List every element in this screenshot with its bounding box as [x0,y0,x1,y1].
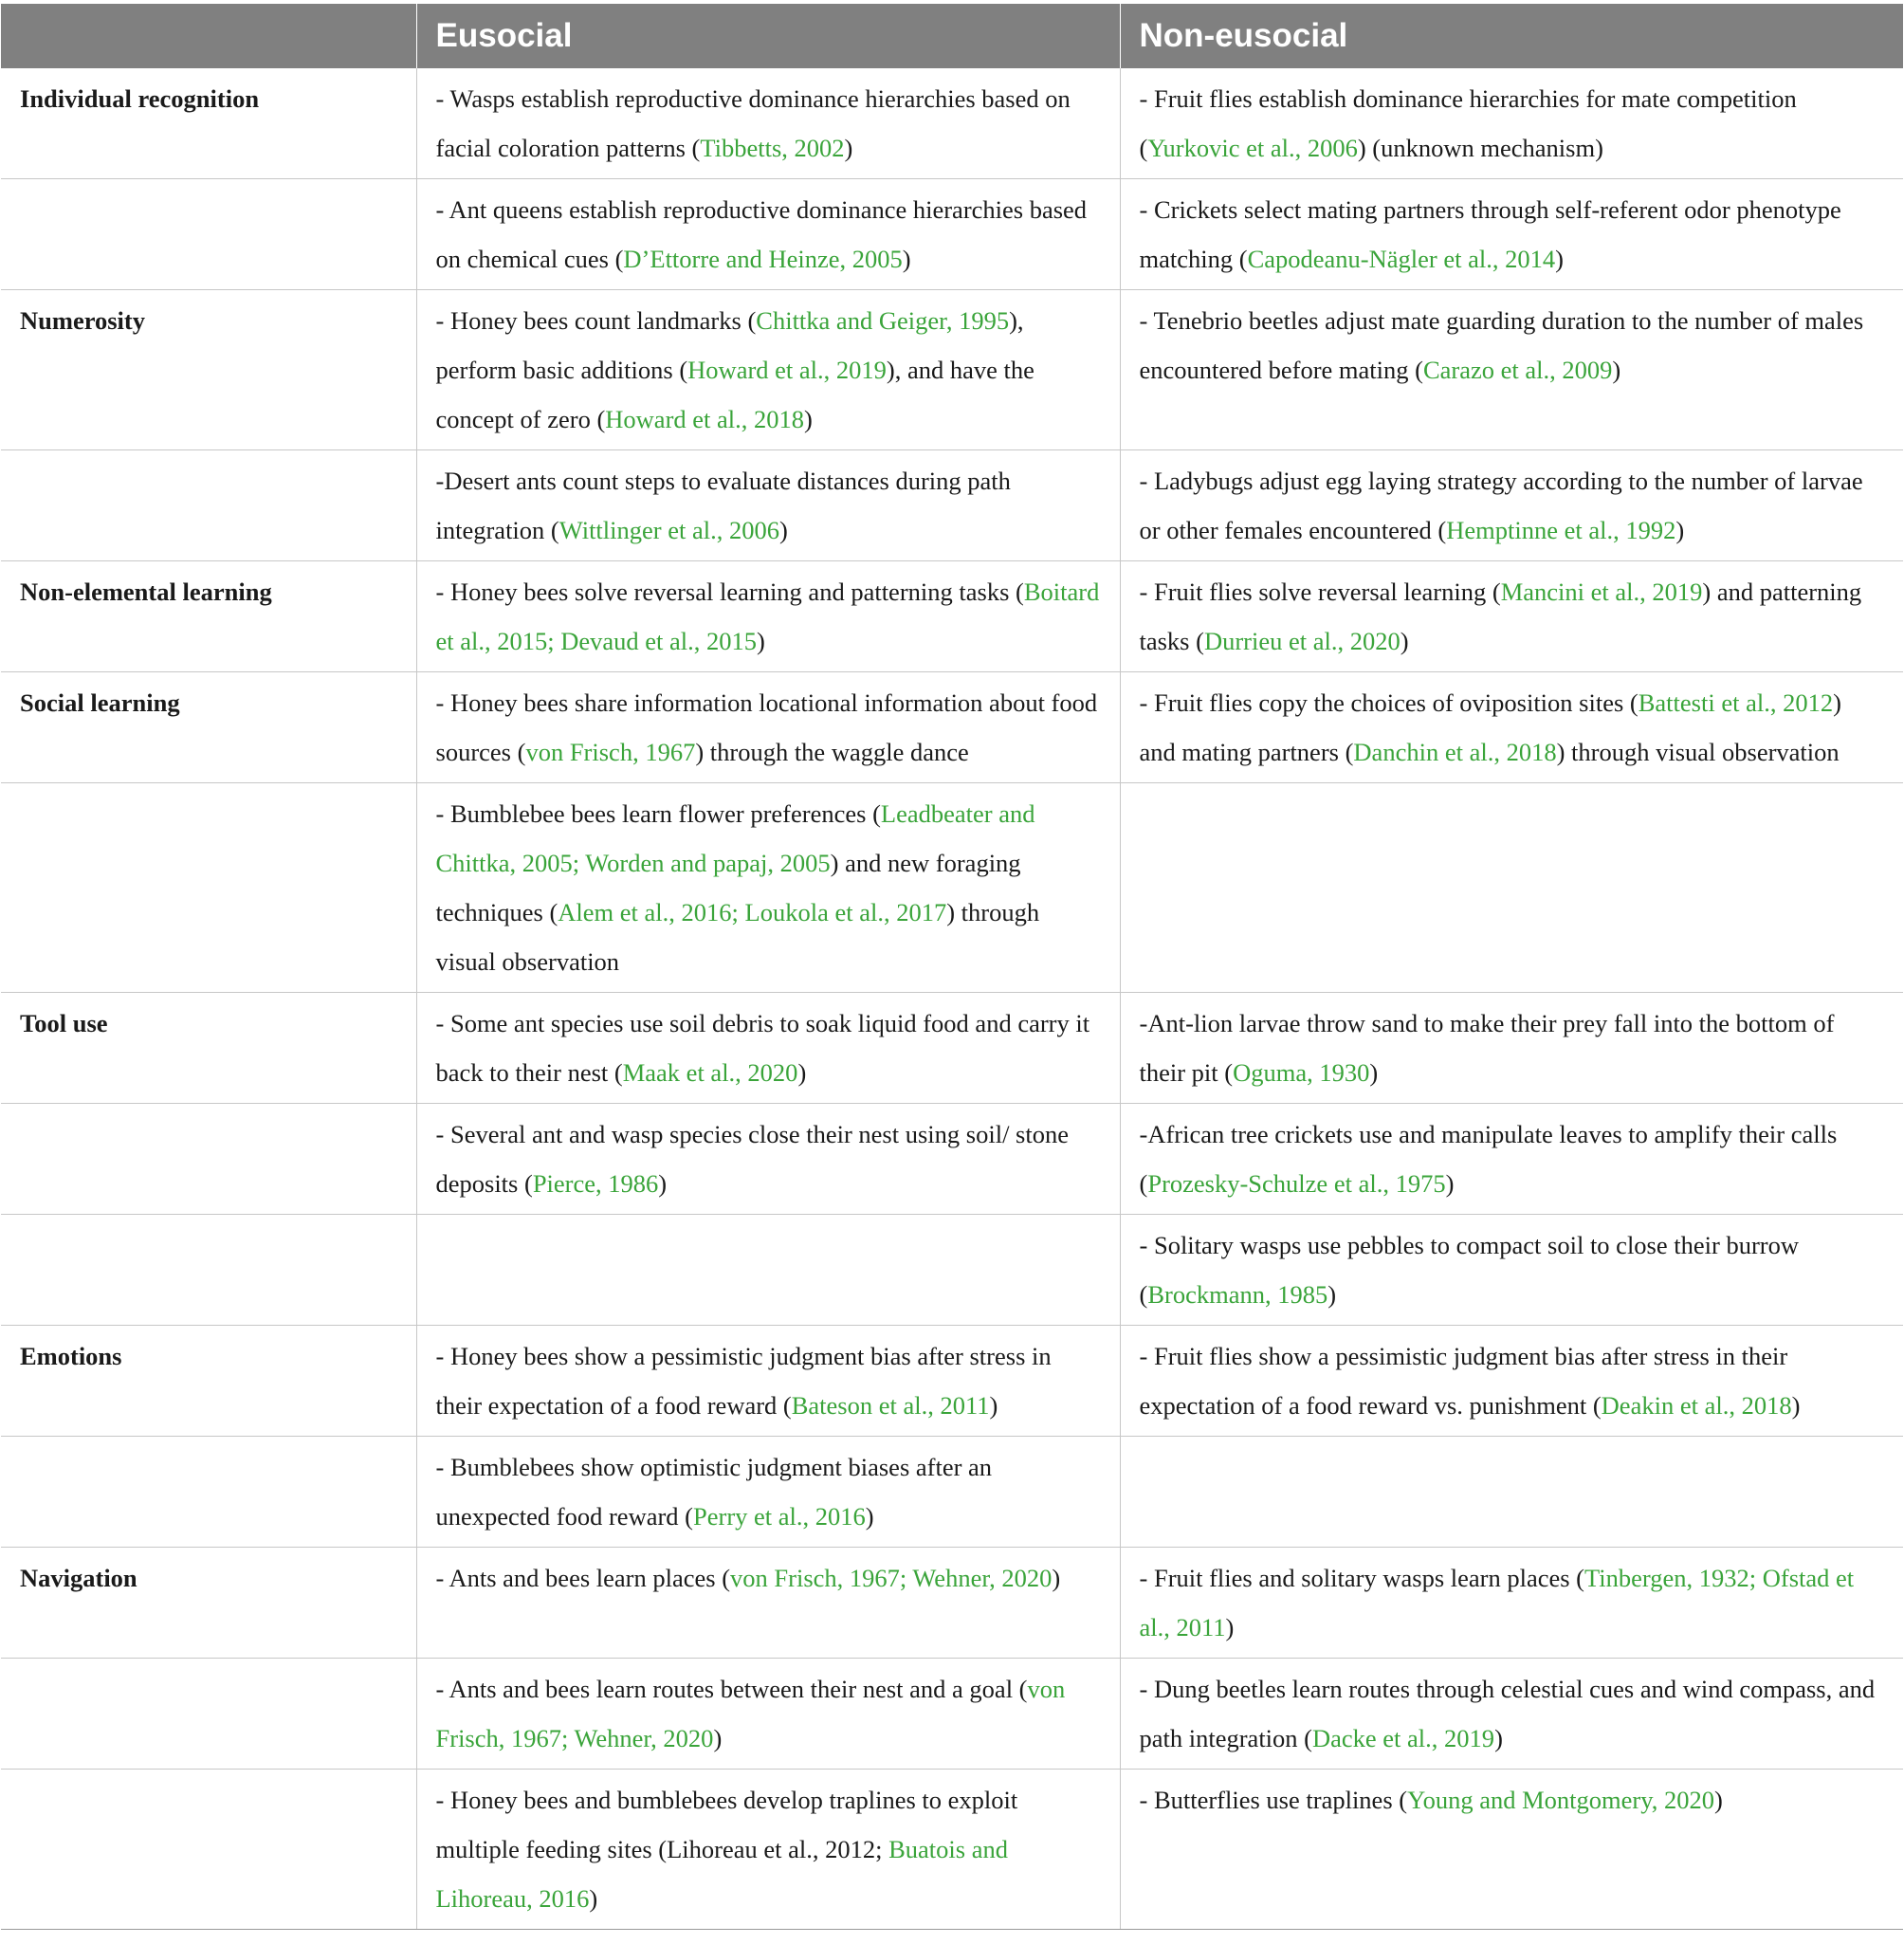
table-header [1,4,1903,68]
citation-link[interactable]: Danchin et al., 2018 [1353,738,1557,766]
citation-link[interactable]: Deakin et al., 2018 [1601,1391,1792,1420]
citation-link[interactable]: von Frisch, 1967 [525,738,696,766]
cell-text: ) [1555,245,1564,273]
cell-text: - Bumblebees show optimistic judgment biases after an unexpected food reward ( [435,1453,993,1531]
cell-text: -African tree crickets use and manipulate leaves to amplify their calls ( [1139,1120,1838,1198]
citation-link[interactable]: Dacke et al., 2019 [1312,1724,1495,1752]
cell-text: ) [778,516,788,544]
cell-text: ) and mating partners ( [1139,688,1841,766]
cell-text: - Butterflies use traplines ( [1139,1786,1408,1814]
table-row [1,1437,1903,1548]
cell-text: ) [865,1502,874,1531]
citation-link[interactable]: Leadbeater and Chittka, 2005; Worden and papaj, 2005 [435,799,1035,877]
citation-link[interactable]: Tibbetts, 2002 [700,134,845,162]
noneusocial-cell [1120,1659,1903,1770]
eusocial-cell [416,290,1120,450]
table-row [1,993,1903,1104]
eusocial-cell [416,993,1120,1104]
citation-link[interactable]: von Frisch, 1967; Wehner, 2020 [435,1675,1066,1752]
category-cell [1,1659,416,1770]
cell-text: - Honey bees and bumblebees develop traplines to exploit multiple feeding sites (Lihoreau et al., 2012; [435,1786,1018,1863]
cell-text: ) [797,1058,807,1087]
cell-text: -Ant-lion larvae throw sand to make their prey fall into the bottom of their pit ( [1139,1009,1835,1087]
noneusocial-cell [1120,1548,1903,1659]
category-cell [1,1770,416,1930]
eusocial-cell [416,1659,1120,1770]
citation-link[interactable]: Battesti et al., 2012 [1638,688,1834,717]
eusocial-cell [416,672,1120,783]
table-row [1,179,1903,290]
eusocial-cell [416,1548,1120,1659]
citation-link[interactable]: Durrieu et al., 2020 [1203,627,1401,655]
category-cell [1,1437,416,1548]
cell-text: ) through the waggle dance [695,738,969,766]
citation-link[interactable]: Tinbergen, 1932; Ofstad et al., 2011 [1139,1564,1855,1641]
category-cell: Navigation [1,1548,416,1659]
noneusocial-cell [1120,1770,1903,1930]
citation-link[interactable]: Alem et al., 2016; Loukola et al., 2017 [558,898,947,926]
header-category [1,4,416,68]
citation-link[interactable]: Howard et al., 2019 [687,356,887,384]
cell-text: - Fruit flies and solitary wasps learn places ( [1139,1564,1585,1592]
cell-text: - Dung beetles learn routes through celestial cues and wind compass, and path integration ( [1139,1675,1876,1752]
table-row [1,1770,1903,1930]
category-cell [1,783,416,993]
cell-text: ) [589,1884,598,1913]
noneusocial-cell [1120,179,1903,290]
cell-text: ) and patterning tasks ( [1139,578,1862,655]
citation-link[interactable]: Howard et al., 2018 [605,405,805,433]
citation-link[interactable]: Boitard et al., 2015; Devaud et al., 2015 [435,578,1100,655]
table-row [1,68,1903,179]
noneusocial-cell [1120,1215,1903,1326]
cell-text: - Honey bees share information locational information about food sources ( [435,688,1098,766]
table-row [1,1104,1903,1215]
citation-link[interactable]: D’Ettorre and Heinze, 2005 [623,245,903,273]
cell-text: ) [1714,1786,1723,1814]
citation-link[interactable]: Oguma, 1930 [1233,1058,1370,1087]
noneusocial-cell [1120,1104,1903,1215]
category-cell [1,1104,416,1215]
citation-link[interactable]: von Frisch, 1967; Wehner, 2020 [730,1564,1053,1592]
table-row [1,783,1903,993]
table-row [1,1548,1903,1659]
cell-text: - Fruit flies copy the choices of oviposition sites ( [1139,688,1639,717]
cell-text: - Honey bees solve reversal learning and patterning tasks ( [435,578,1024,606]
citation-link[interactable]: Carazo et al., 2009 [1422,356,1613,384]
citation-link[interactable]: Chittka and Geiger, 1995 [756,306,1010,335]
noneusocial-cell [1120,672,1903,783]
category-cell: Non-elemental learning [1,561,416,672]
citation-link[interactable]: Mancini et al., 2019 [1500,578,1703,606]
table-row [1,1215,1903,1326]
cell-text: - Ants and bees learn routes between their nest and a goal ( [435,1675,1028,1703]
table-row [1,450,1903,561]
citation-link[interactable]: Wittlinger et al., 2006 [558,516,779,544]
cell-text: - Crickets select mating partners through self-referent odor phenotype matching ( [1139,195,1841,273]
citation-link[interactable]: Pierce, 1986 [532,1169,659,1198]
header-row [1,4,1903,68]
cell-text: ) [757,627,765,655]
table-body [1,68,1903,1930]
cell-text: -Desert ants count steps to evaluate distances during path integration ( [435,467,1011,544]
cell-text: ) [1052,1564,1061,1592]
eusocial-cell [416,783,1120,993]
citation-link[interactable]: Yurkovic et al., 2006 [1147,134,1358,162]
cell-text: ) [844,134,853,162]
eusocial-cell [416,1104,1120,1215]
cell-text: - Honey bees show a pessimistic judgment bias after stress in their expectation of a food reward ( [435,1342,1052,1420]
cell-text: - Ladybugs adjust egg laying strategy according to the number of larvae or other females encountered ( [1139,467,1863,544]
cell-text: ) [1494,1724,1503,1752]
citation-link[interactable]: Bateson et al., 2011 [791,1391,990,1420]
header-noneusocial: Non-eusocial [1120,4,1903,68]
cell-text: - Solitary wasps use pebbles to compact soil to close their burrow ( [1139,1231,1799,1309]
cell-text: ) [1675,516,1685,544]
cell-text: ) [1369,1058,1379,1087]
citation-link[interactable]: Young and Montgomery, 2020 [1407,1786,1714,1814]
cell-text: - Ants and bees learn places ( [435,1564,731,1592]
cell-text: - Some ant species use soil debris to soak liquid food and carry it back to their nest ( [435,1009,1090,1087]
table-row [1,1326,1903,1437]
cell-text: ) [1400,627,1409,655]
cell-text: ) [1791,1391,1801,1420]
cell-text: ) [804,405,813,433]
cell-text: ), and have the concept of zero ( [435,356,1034,433]
cell-text: - Ant queens establish reproductive dominance hierarchies based on chemical cues ( [435,195,1088,273]
cell-text: - Several ant and wasp species close their nest using soil/ stone deposits ( [435,1120,1069,1198]
eusocial-cell [416,1326,1120,1437]
category-cell: Tool use [1,993,416,1104]
noneusocial-cell [1120,783,1903,993]
table-row [1,672,1903,783]
category-cell: Social learning [1,672,416,783]
cell-text: ) [989,1391,998,1420]
eusocial-cell [416,450,1120,561]
eusocial-cell [416,561,1120,672]
citation-link[interactable]: Brockmann, 1985 [1147,1280,1328,1309]
cell-text: - Fruit flies solve reversal learning ( [1139,578,1501,606]
noneusocial-cell [1120,1437,1903,1548]
eusocial-cell [416,1215,1120,1326]
table-row [1,1659,1903,1770]
eusocial-cell [416,179,1120,290]
cell-text: ) [713,1724,723,1752]
category-cell [1,179,416,290]
cell-text: ) and new foraging techniques ( [435,849,1021,926]
noneusocial-cell [1120,450,1903,561]
category-cell: Emotions [1,1326,416,1437]
cell-text: ) (unknown mechanism) [1357,134,1603,162]
cell-text: ) [1612,356,1621,384]
cell-text: ) through visual observation [1556,738,1840,766]
category-cell [1,1215,416,1326]
cell-text: ) through visual observation [435,898,1040,976]
cell-text: - Fruit flies show a pessimistic judgment bias after stress in their expectation of a food reward vs. punishment ( [1139,1342,1788,1420]
citation-link[interactable]: Buatois and Lihoreau, 2016 [435,1835,1008,1913]
citation-link[interactable]: Prozesky-Schulze et al., 1975 [1147,1169,1446,1198]
header-eusocial: Eusocial [416,4,1120,68]
cell-text: - Fruit flies establish dominance hierarchies for mate competition ( [1139,84,1797,162]
noneusocial-cell [1120,68,1903,179]
citation-link[interactable]: Perry et al., 2016 [693,1502,866,1531]
category-cell: Individual recognition [1,68,416,179]
noneusocial-cell [1120,290,1903,450]
cell-text: - Tenebrio beetles adjust mate guarding duration to the number of males encountered before mating ( [1139,306,1864,384]
citation-link[interactable]: Maak et al., 2020 [622,1058,798,1087]
citation-link[interactable]: Hemptinne et al., 1992 [1446,516,1676,544]
category-cell: Numerosity [1,290,416,450]
cell-text: ) [1445,1169,1455,1198]
cell-text: ) [1327,1280,1337,1309]
cell-text: ) [902,245,911,273]
cell-text: - Wasps establish reproductive dominance hierarchies based on facial coloration patterns ( [435,84,1071,162]
cell-text: - Honey bees count landmarks ( [435,306,757,335]
noneusocial-cell [1120,993,1903,1104]
eusocial-cell [416,1437,1120,1548]
cell-text: ) [1225,1613,1235,1641]
comparison-table [1,4,1903,1930]
noneusocial-cell [1120,561,1903,672]
cell-text: ) [658,1169,668,1198]
noneusocial-cell [1120,1326,1903,1437]
category-cell [1,450,416,561]
table-row [1,290,1903,450]
cell-text: - Bumblebee bees learn flower preferences ( [435,799,881,828]
table-row [1,561,1903,672]
eusocial-cell [416,68,1120,179]
cell-text: ), perform basic additions ( [435,306,1024,384]
citation-link[interactable]: Capodeanu-Nägler et al., 2014 [1247,245,1556,273]
eusocial-cell [416,1770,1120,1930]
